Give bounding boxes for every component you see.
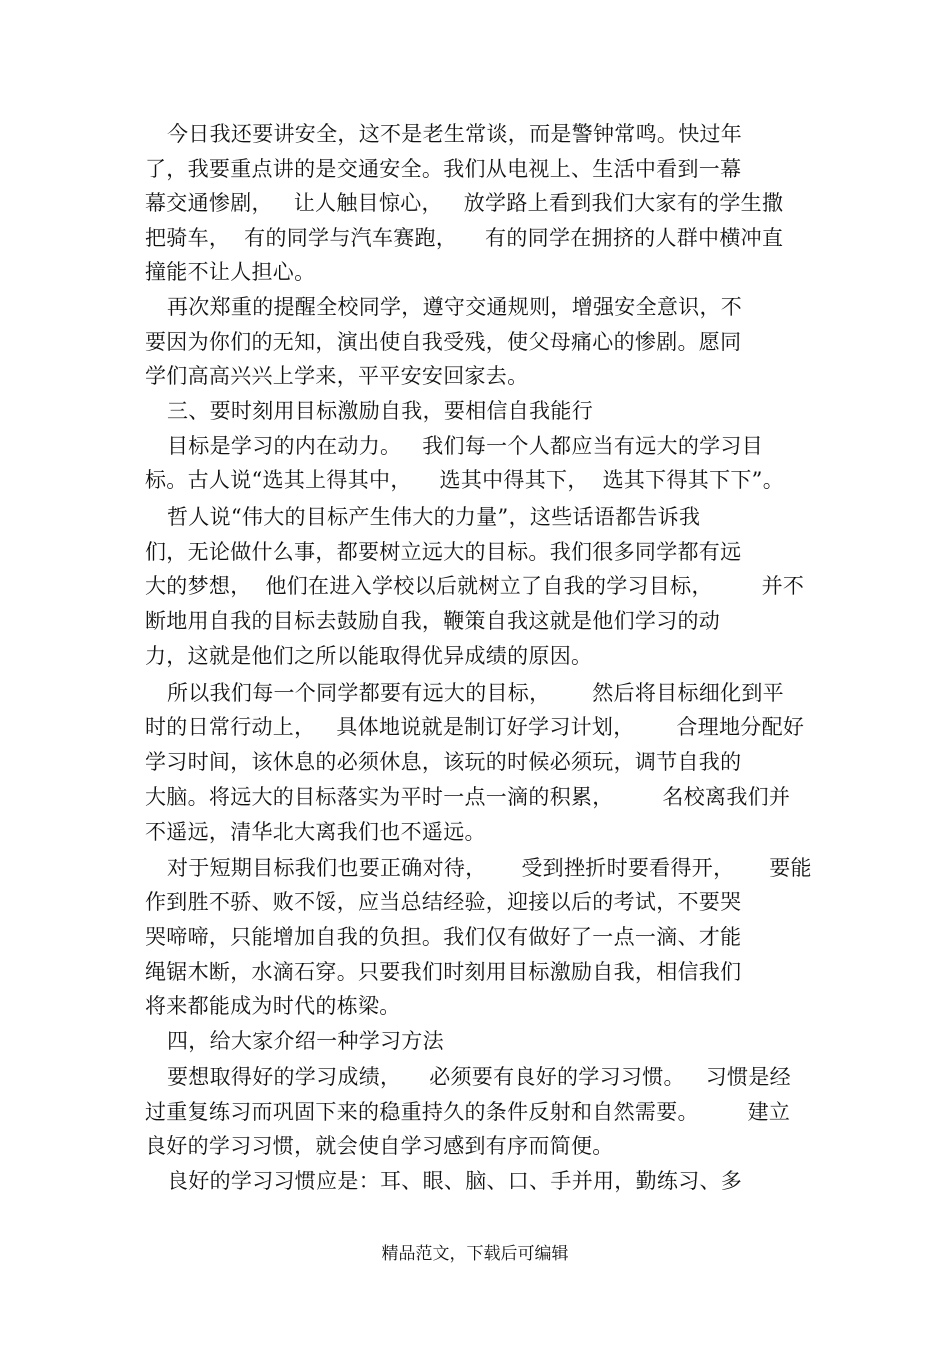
text-line: 绳锯木断，水滴石穿。只要我们时刻用目标激励自我，相信我们 (145, 960, 742, 984)
text-line: 将来都能成为时代的栋梁。 (145, 994, 401, 1018)
text-line: 大脑。将远大的目标落实为平时一点一滴的积累， 名校离我们并 (145, 785, 791, 809)
text-line: 幕交通惨剧， 让人触目惊心， 放学路上看到我们大家有的学生撒 (145, 191, 784, 215)
text-line: 所以我们每一个同学都要有远大的目标， 然后将目标细化到平 (167, 681, 784, 705)
section-heading: 四，给大家介绍一种学习方法 (167, 1029, 444, 1053)
text-line: 学们高高兴兴上学来，平平安安回家去。 (145, 364, 529, 388)
text-line: 时的日常行动上， 具体地说就是制订好学习计划， 合理地分配好 (145, 715, 805, 739)
text-line: 学习时间，该休息的必须休息，该玩的时候必须玩，调节自我的 (145, 750, 742, 774)
text-line: 把骑车， 有的同学与汽车赛跑， 有的同学在拥挤的人群中横冲直 (145, 226, 784, 250)
text-line: 了，我要重点讲的是交通安全。我们从电视上、生活中看到一幕 (145, 157, 742, 181)
text-line: 要想取得好的学习成绩， 必须要有良好的学习习惯。 习惯是经 (167, 1065, 791, 1089)
section-heading: 三、要时刻用目标激励自我，要相信自我能行 (167, 399, 593, 423)
text-line: 对于短期目标我们也要正确对待， 受到挫折时要看得开， 要能 (167, 856, 812, 880)
text-line: 过重复练习而巩固下来的稳重持久的条件反射和自然需要。 建立 (145, 1100, 791, 1124)
text-line: 哲人说“伟大的目标产生伟大的力量”，这些话语都告诉我 (167, 505, 701, 529)
text-line: 要因为你们的无知，演出使自我受残，使父母痛心的惨剧。愿同 (145, 330, 742, 354)
text-line: 断地用自我的目标去鼓励自我，鞭策自我这就是他们学习的动 (145, 609, 721, 633)
text-line: 良好的学习习惯应是：耳、眼、脑、口、手并用，勤练习、多 (167, 1169, 743, 1193)
text-line: 标。古人说“选其上得其中， 选其中得其下， 选其下得其下下”。 (145, 468, 785, 492)
text-line: 哭啼啼，只能增加自我的负担。我们仅有做好了一点一滴、才能 (145, 925, 742, 949)
text-line: 撞能不让人担心。 (145, 260, 316, 284)
text-line: 再次郑重的提醒全校同学，遵守交通规则，增强安全意识，不 (167, 295, 743, 319)
text-line: 不遥远，清华北大离我们也不遥远。 (145, 820, 486, 844)
text-line: 力，这就是他们之所以能取得优异成绩的原因。 (145, 644, 593, 668)
text-line: 目标是学习的内在动力。 我们每一个人都应当有远大的学习目 (167, 434, 764, 458)
text-line: 大的梦想， 他们在进入学校以后就树立了自我的学习目标， 并不 (145, 574, 805, 598)
page-footer: 精品范文，下载后可编辑 (381, 1244, 569, 1264)
text-line: 们，无论做什么事，都要树立远大的目标。我们很多同学都有远 (145, 540, 742, 564)
text-line: 今日我还要讲安全，这不是老生常谈，而是警钟常鸣。快过年 (167, 122, 743, 146)
text-line: 作到胜不骄、败不馁，应当总结经验，迎接以后的考试，不要哭 (145, 890, 742, 914)
text-line: 良好的学习习惯，就会使自学习感到有序而简便。 (145, 1134, 614, 1158)
